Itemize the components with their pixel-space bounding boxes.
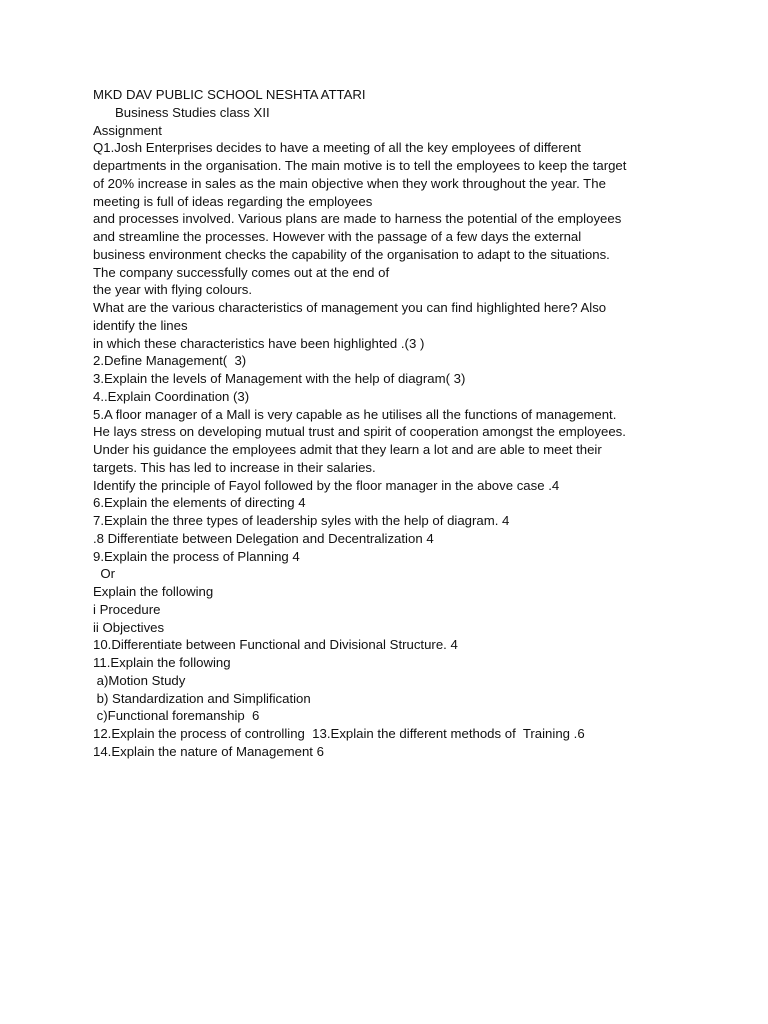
document-line: Q1.Josh Enterprises decides to have a meeting of all the key employees of different xyxy=(93,140,581,156)
document-line: 10.Differentiate between Functional and Divisional Structure. 4 xyxy=(93,637,458,653)
document-line: Explain the following xyxy=(93,584,214,599)
document-line: the year with flying colours. xyxy=(93,282,253,298)
document-line: and processes involved. Various plans are made to harness the potential of the employees xyxy=(93,211,622,227)
document-line: 14.Explain the nature of Management 6 xyxy=(93,743,324,759)
document-line: 4..Explain Coordination (3) xyxy=(93,388,250,404)
document-line: b) Standardization and Simplification xyxy=(93,690,311,706)
document-line: ii Objectives xyxy=(93,619,165,635)
document-line: business environment checks the capability of the organisation to adapt to the situations. xyxy=(93,246,610,262)
document-line: and streamline the processes. However with the passage of a few days the external xyxy=(93,229,582,244)
document-line: i Procedure xyxy=(93,601,161,617)
document-line: 5.A floor manager of a Mall is very capable as he utilises all the functions of management. xyxy=(93,406,617,422)
document-line: 2.Define Management( 3) xyxy=(93,353,247,369)
document-line: c)Functional foremanship 6 xyxy=(93,708,260,724)
assignment-text xyxy=(93,86,733,761)
document-line: 7.Explain the three types of leadership syles with the help of diagram. 4 xyxy=(93,513,510,528)
document-line: He lays stress on developing mutual trust and spirit of cooperation amongst the employees. xyxy=(93,424,626,440)
document-line: What are the various characteristics of management you can find highlighted here? Also xyxy=(93,300,607,315)
document-line: 11.Explain the following xyxy=(93,655,231,670)
document-line: Or xyxy=(93,566,115,582)
document-line: in which these characteristics have been highlighted .(3 ) xyxy=(93,335,425,351)
document-line: .8 Differentiate between Delegation and Decentralization 4 xyxy=(93,530,434,546)
document-line: MKD DAV PUBLIC SCHOOL NESHTA ATTARI xyxy=(93,87,366,102)
document-line: departments in the organisation. The main motive is to tell the employees to keep the target xyxy=(93,158,627,173)
document-line: The company successfully comes out at the end of xyxy=(93,264,390,280)
document-line: identify the lines xyxy=(93,317,188,333)
document-line: Under his guidance the employees admit that they learn a lot and are able to meet their xyxy=(93,442,602,457)
document-line: Business Studies class XII xyxy=(93,104,270,120)
document-line: 12.Explain the process of controlling 13.Explain the different methods of Training .6 xyxy=(93,726,585,741)
document-line: targets. This has led to increase in their salaries. xyxy=(93,459,376,475)
document-line: 6.Explain the elements of directing 4 xyxy=(93,495,306,511)
document-line: of 20% increase in sales as the main objective when they work throughout the year. The xyxy=(93,175,606,191)
document-line: Assignment xyxy=(93,122,162,138)
document-line: 3.Explain the levels of Management with the help of diagram( 3) xyxy=(93,371,466,386)
document-line: 9.Explain the process of Planning 4 xyxy=(93,548,300,564)
document-line: Identify the principle of Fayol followed by the floor manager in the above case .4 xyxy=(93,477,560,493)
document-line: meeting is full of ideas regarding the employees xyxy=(93,193,373,209)
document-line: a)Motion Study xyxy=(93,672,186,688)
